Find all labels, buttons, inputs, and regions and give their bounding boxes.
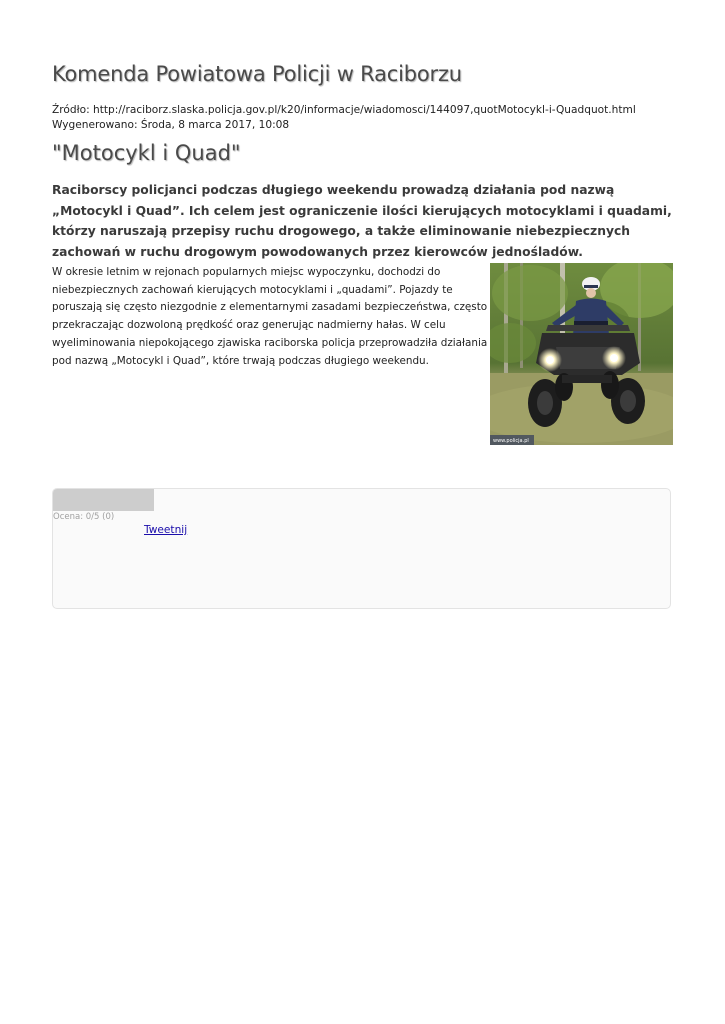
foliage (492, 265, 568, 321)
article-lead: Raciborscy policjanci podczas długiego weekendu prowadzą działania pod nazwą „Motocykl i Quad”. Ich celem jest ograniczenie ilości kierujących motocyklami i quadami, którzy naruszają przepisy ruchu drogowego, a także eliminowanie niebezpiecznych zachowań w ruchu drogowym powodowanych przez kierowców jednośladów. (52, 183, 672, 259)
generated-date: Wygenerowano: Środa, 8 marca 2017, 10:08 (52, 119, 290, 131)
tweet-link[interactable]: Tweetnij (144, 524, 188, 536)
quad-wheel (537, 391, 553, 415)
officer-face (586, 288, 596, 298)
article-body: W okresie letnim w rejonach popularnych miejsc wypoczynku, dochodzi do niebezpiecznych zachowań kierujących motocyklami i „quadami”. Pojazdy te poruszają się często niezgodnie z elementarnymi zasadami bezpieczeństwa, często przekraczając dozwoloną prędkość oraz generując nadmierny hałas. W celu wyeliminowania niepokojącego zjawiska raciborska policja przeprowadziła działania pod nazwą „Motocykl i Quad”, które trwają podczas długiego weekendu. (52, 266, 488, 367)
document-meta (52, 103, 636, 133)
officer-belt (574, 321, 608, 325)
quad-wheel (620, 390, 636, 412)
article-photo (490, 263, 673, 445)
site-title: Komenda Powiatowa Policji w Raciborzu (52, 62, 462, 86)
rating-stars[interactable] (53, 489, 154, 511)
quad-rack (546, 325, 630, 331)
quad-bumper (562, 375, 612, 383)
rating-panel (52, 488, 671, 609)
rating-label: Ocena: 0/5 (0) (53, 512, 115, 522)
grass-ground (490, 383, 673, 443)
photo-watermark: www.policja.pl (493, 438, 529, 444)
quad-headlight (546, 356, 554, 364)
officer-visor (584, 285, 598, 288)
source-url: Źródło: http://raciborz.slaska.policja.gov.pl/k20/informacje/wiadomosci/144097,quotMotocykl-i-Quadquot.html (52, 104, 636, 116)
article-title: "Motocykl i Quad" (52, 141, 241, 165)
quad-headlight (610, 354, 618, 362)
